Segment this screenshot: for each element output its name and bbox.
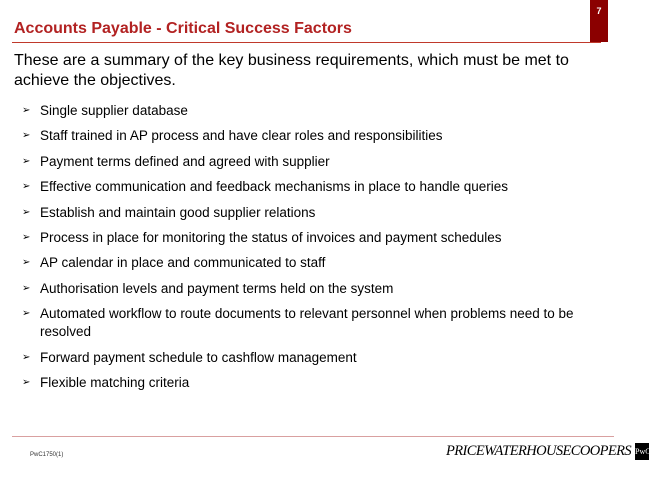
critical-success-factor-list xyxy=(22,102,612,399)
list-item-text: Automated workflow to route documents to relevant personnel when problems need to be resolved xyxy=(40,306,574,340)
list-item-text: Payment terms defined and agreed with supplier xyxy=(40,153,330,169)
right-arrow-bullet-icon: ➢ xyxy=(22,282,31,294)
right-arrow-bullet-icon: ➢ xyxy=(22,181,31,193)
logo-mark-icon: PwC xyxy=(635,443,649,460)
list-item-text: Staff trained in AP process and have clear roles and responsibilities xyxy=(40,128,443,144)
list-item xyxy=(22,178,612,196)
slide-subtitle: These are a summary of the key business requirements, which must be met to achieve the objectives. xyxy=(14,52,569,89)
list-item-text: Effective communication and feedback mechanisms in place to handle queries xyxy=(40,179,509,195)
list-item xyxy=(22,204,612,222)
list-item xyxy=(22,254,612,272)
list-item xyxy=(22,153,612,171)
footer-document-code: PwC1750(1) xyxy=(30,452,64,458)
title-divider xyxy=(12,42,601,43)
list-item xyxy=(22,229,612,247)
list-item xyxy=(22,127,612,145)
list-item-text: Flexible matching criteria xyxy=(40,374,190,390)
list-item xyxy=(22,305,612,341)
list-item xyxy=(22,349,612,367)
list-item-text: Forward payment schedule to cashflow management xyxy=(40,349,357,365)
pricewaterhousecoopers-logo xyxy=(446,439,651,463)
list-item-text: Establish and maintain good supplier relations xyxy=(40,204,316,220)
list-item-text: Authorisation levels and payment terms held on the system xyxy=(40,280,394,296)
list-item-text: Single supplier database xyxy=(40,103,188,118)
page-number: 7 xyxy=(596,6,602,16)
footer-divider xyxy=(12,436,614,437)
right-arrow-bullet-icon: ➢ xyxy=(22,376,31,388)
right-arrow-bullet-icon: ➢ xyxy=(22,105,31,116)
right-arrow-bullet-icon: ➢ xyxy=(22,155,31,167)
slide-title: Accounts Payable - Critical Success Factors xyxy=(14,20,352,37)
right-arrow-bullet-icon: ➢ xyxy=(22,308,31,320)
right-arrow-bullet-icon: ➢ xyxy=(22,231,31,243)
list-item xyxy=(22,374,612,392)
right-arrow-bullet-icon: ➢ xyxy=(22,130,31,142)
list-item-text: Process in place for monitoring the status of invoices and payment schedules xyxy=(40,229,502,245)
page-number-tab xyxy=(590,0,608,42)
list-item-text: AP calendar in place and communicated to staff xyxy=(40,255,326,271)
right-arrow-bullet-icon: ➢ xyxy=(22,257,31,269)
logo-wordmark: PRICEWATERHOUSECOOPERS xyxy=(446,442,631,459)
list-item xyxy=(22,102,612,120)
right-arrow-bullet-icon: ➢ xyxy=(22,351,31,363)
right-arrow-bullet-icon: ➢ xyxy=(22,206,31,218)
list-item xyxy=(22,280,612,298)
